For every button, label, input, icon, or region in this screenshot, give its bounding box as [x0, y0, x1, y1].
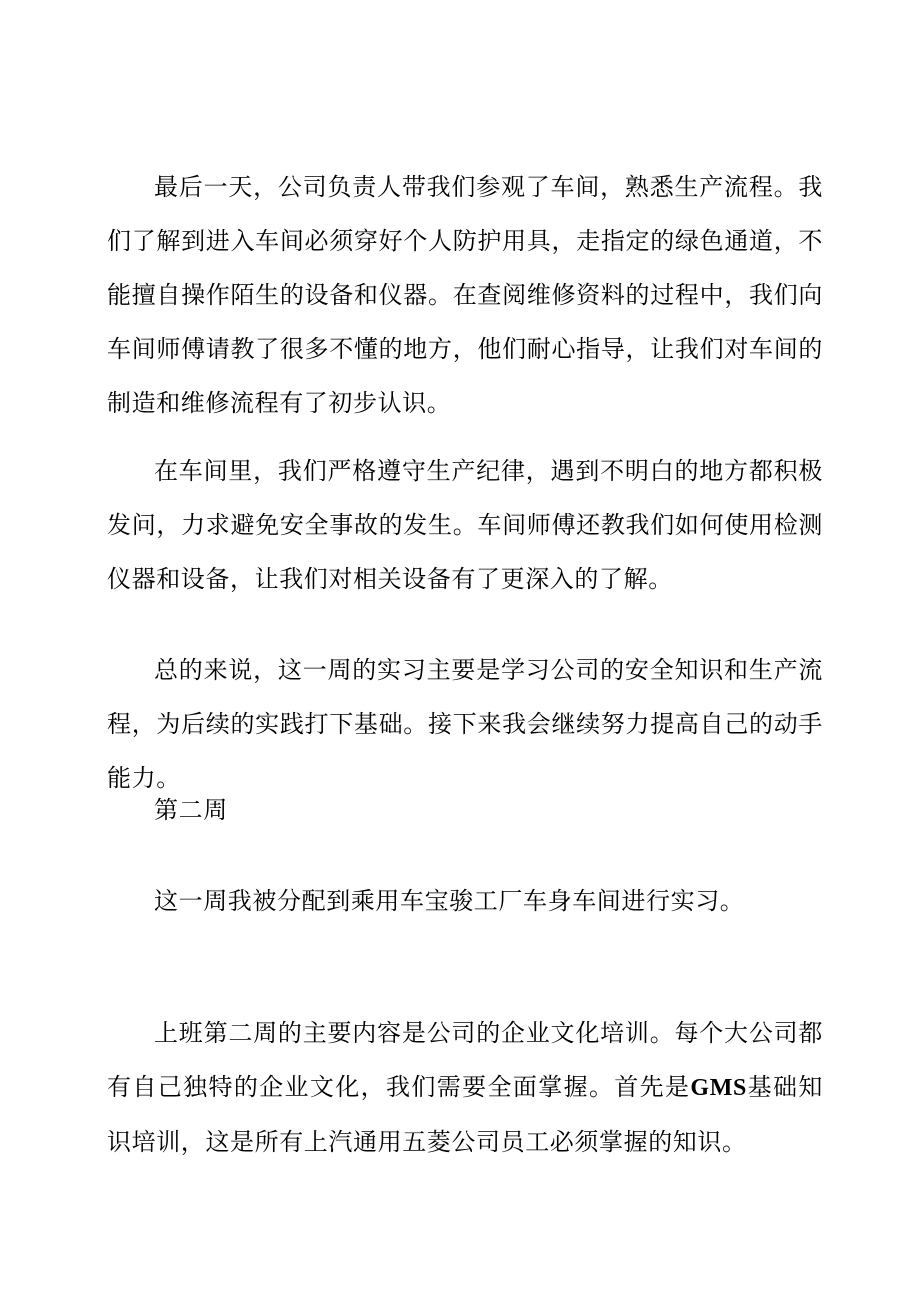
culture-text-after: 基础知识培训，这是所有上汽通用五菱公司员工必须掌握的知识。	[107, 1073, 823, 1156]
paragraph-assignment: 这一周我被分配到乘用车宝骏工厂车身车间进行实习。	[154, 887, 745, 915]
paragraph-workshop-visit: 最后一天，公司负责人带我们参观了车间，熟悉生产流程。我们了解到进入车间必须穿好个人防护用具，走指定的绿色通道，不能擅自操作陌生的设备和仪器。在查阅维修资料的过程中，我们向车间师傅请教了很多不懂的地方，他们耐心指导，让我们对车间的制造和维修流程有了初步认识。	[107, 173, 823, 417]
paragraph-workshop-discipline: 在车间里，我们严格遵守生产纪律，遇到不明白的地方都积极发问，力求避免安全事故的发生。车间师傅还教我们如何使用检测仪器和设备，让我们对相关设备有了更深入的了解。	[107, 457, 823, 593]
section-heading-week-two: 第二周	[154, 796, 228, 824]
paragraph-week-summary: 总的来说，这一周的实习主要是学习公司的安全知识和生产流程，为后续的实践打下基础。接下来我会继续努力提高自己的动手能力。	[107, 656, 823, 792]
culture-text-before: 上班第二周的主要内容是公司的企业文化培训。每个大公司都有自己独特的企业文化，我们需要全面掌握。首先是	[107, 1019, 823, 1101]
paragraph-culture-training	[107, 1006, 823, 1169]
gms-emphasis: GMS	[690, 1075, 747, 1101]
